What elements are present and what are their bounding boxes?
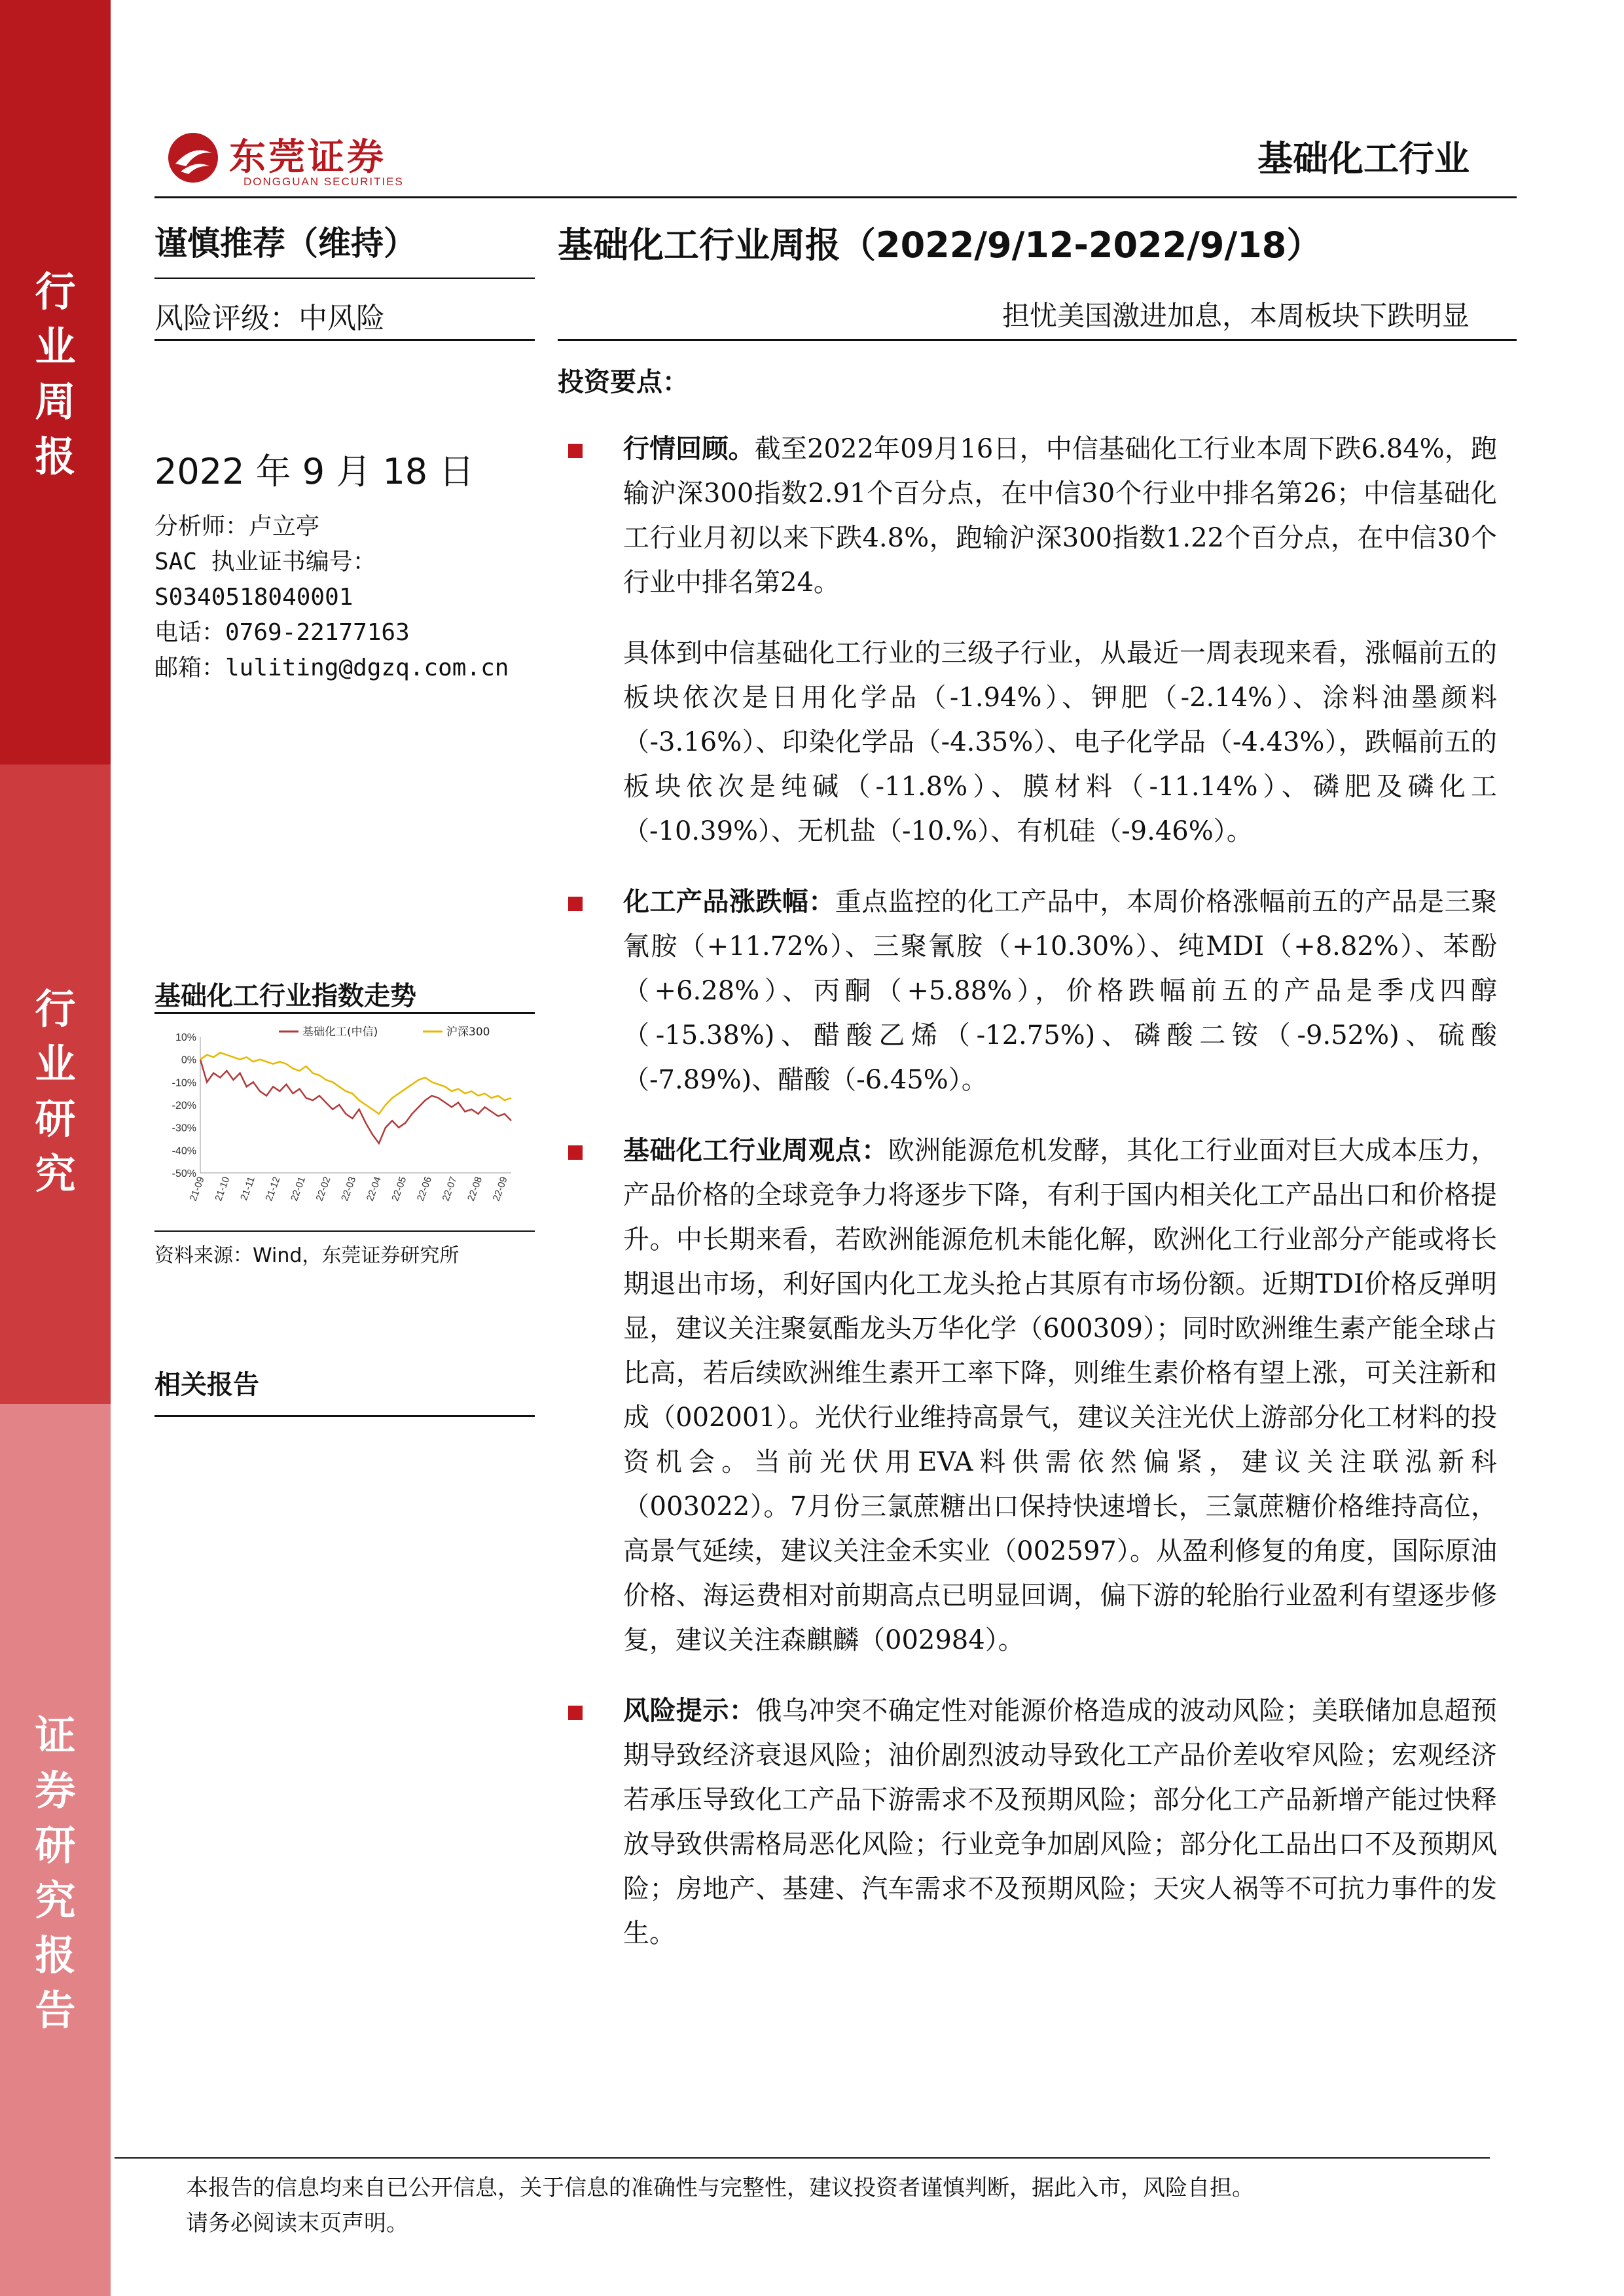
analyst-phone: 电话：0769-22177163 (154, 619, 410, 646)
sidebar-label-research: 行 业 研 究 (35, 985, 76, 1198)
report-subtitle: 担忧美国激进加息，本周板块下跌明显 (1001, 300, 1470, 332)
legend-label: 沪深300 (446, 1026, 490, 1039)
key-point-lead: 基础化工行业周观点： (623, 1136, 888, 1166)
key-point-lead: 化工产品涨跌幅： (623, 887, 835, 917)
x-tick-label: 21-12 (263, 1175, 283, 1203)
disclaimer (186, 2170, 1254, 2241)
x-tick-label: 21-10 (213, 1175, 232, 1203)
key-point-text: 俄乌冲突不确定性对能源价格造成的波动风险；美联储加息超预期导致经济衰退风险；油价剧烈波动导致化工产品价差收窄风险；宏观经济若承压导致化工产品下游需求不及预期风险；部分化工产品新增产能过快释放导致供需格局恶化风险；行业竞争加剧风险；部分化工品出口不及预期风险；房地产、基建、汽车需求不及预期风险；天灾人祸等不可抗力事件的发生。 (623, 1696, 1497, 1948)
x-tick-label: 22-04 (364, 1175, 384, 1203)
x-tick-label: 22-09 (490, 1175, 510, 1203)
key-point-lead: 风险提示： (623, 1696, 756, 1726)
disclaimer-line-2: 请务必阅读末页声明。 (186, 2210, 408, 2236)
series-line-1 (200, 1060, 511, 1143)
x-tick-label: 22-08 (465, 1175, 485, 1203)
industry-name: 基础化工行业 (1257, 138, 1470, 179)
sac-number: S0340518040001 (154, 584, 353, 611)
y-tick-label: -40% (171, 1145, 196, 1157)
y-tick-label: 10% (175, 1032, 196, 1043)
key-point-text: 欧洲能源危机发酵，其化工行业面对巨大成本压力，产品价格的全球竞争力将逐步下降，有利于国内相关化工产品出口和价格提升。中长期来看，若欧洲能源危机未能化解，欧洲化工行业部分产能或将长期退出市场，利好国内化工龙头抢占其原有市场份额。近期TDI价格反弹明显，建议关注聚氨酯龙头万华化学（600309）；同时欧洲维生素产能全球占比高，若后续欧洲维生素开工率下降，则维生素价格有望上涨，可关注新和成（002001）。光伏行业维持高景气，建议关注光伏上游部分化工材料的投资机会。当前光伏用EVA料供需依然偏紧，建议关注联泓新科（003022）。7月份三氯蔗糖出口保持快速增长，三氯蔗糖价格维持高位，高景气延续，建议关注金禾实业（002597）。从盈利修复的角度，国际原油价格、海运费相对前期高点已明显回调，偏下游的轮胎行业盈利有望逐步修复，建议关注森麒麟（002984）。 (623, 1136, 1497, 1655)
y-tick-label: -20% (171, 1100, 196, 1111)
key-points (558, 361, 1497, 1982)
report-title: 基础化工行业周报（2022/9/12-2022/9/18） (558, 224, 1322, 266)
rating: 谨慎推荐（维持） (154, 224, 416, 262)
y-tick-label: -50% (171, 1168, 196, 1179)
series-line-2 (200, 1052, 511, 1114)
key-point-market-review (558, 427, 1497, 605)
x-tick-label: 22-02 (314, 1175, 333, 1203)
report-date: 2022 年 9 月 18 日 (154, 451, 475, 492)
industry-index-chart (154, 1018, 521, 1228)
x-tick-label: 22-03 (339, 1175, 359, 1203)
sac-label: SAC 执业证书编号： (154, 548, 376, 575)
key-points-heading: 投资要点： (558, 367, 689, 397)
company-name-cn: 东莞证券 (229, 135, 386, 179)
chart-title-divider (154, 1012, 535, 1014)
chart-title: 基础化工行业指数走势 (154, 981, 416, 1011)
analyst-name: 分析师：卢立亭 (154, 513, 320, 540)
square-bullet-icon (568, 1145, 583, 1160)
key-point-text: 截至2022年09月16日，中信基础化工行业本周下跌6.84%，跑输沪深300指数2.91个百分点，在中信30个行业中排名第26；中信基础化工行业月初以来下跌4.8%，跑输沪深300指数1.22个百分点，在中信30个行业中排名第24。 (623, 434, 1497, 598)
left-divider (154, 339, 535, 341)
y-tick-label: -30% (171, 1122, 196, 1134)
x-tick-label: 21-11 (238, 1175, 257, 1202)
key-point-risk-warning (558, 1689, 1497, 1956)
x-tick-label: 21-09 (187, 1175, 207, 1203)
y-tick-label: 0% (181, 1054, 196, 1066)
square-bullet-icon (568, 1706, 583, 1720)
x-tick-label: 22-05 (389, 1175, 409, 1203)
legend-label: 基础化工(中信) (302, 1026, 378, 1039)
header-divider (154, 196, 1517, 198)
chart-source-divider (154, 1230, 535, 1232)
related-reports-divider (154, 1415, 535, 1417)
key-point-lead: 行情回顾。 (623, 434, 755, 464)
x-tick-label: 22-07 (440, 1175, 460, 1203)
company-name-en: DONGGUAN SECURITIES (244, 175, 404, 188)
x-tick-label: 22-06 (414, 1175, 435, 1203)
key-point-product-prices (558, 880, 1497, 1102)
sub-industry-paragraph: 具体到中信基础化工行业的三级子行业，从最近一周表现来看，涨幅前五的板块依次是日用化学品（-1.94%）、钾肥（-2.14%）、涂料油墨颜料（-3.16%）、印染化学品（-4.35%）、电子化学品（-4.43%），跌幅前五的板块依次是纯碱（-11.8%）、膜材料（-11.14%）、磷肥及磷化工（-10.39%）、无机盐（-10.%）、有机硅（-9.46%）。 (623, 638, 1497, 846)
rating-divider (154, 278, 535, 279)
square-bullet-icon (568, 897, 583, 911)
sidebar-label-weekly: 行 业 周 报 (35, 268, 76, 480)
disclaimer-line-1: 本报告的信息均来自已公开信息，关于信息的准确性与完整性，建议投资者谨慎判断，据此入市，风险自担。 (186, 2175, 1254, 2201)
analyst-email[interactable]: 邮箱：luliting@dgzq.com.cn (154, 655, 509, 681)
y-tick-label: -10% (171, 1077, 196, 1089)
x-tick-label: 22-01 (288, 1175, 308, 1203)
footer-divider (115, 2157, 1490, 2159)
sidebar-label-securities-report: 证 券 研 究 报 告 (35, 1712, 76, 2034)
risk-level: 风险评级：中风险 (154, 302, 385, 335)
related-reports-heading: 相关报告 (154, 1370, 259, 1400)
chart-source: 资料来源：Wind，东莞证券研究所 (154, 1244, 460, 1267)
company-logo-icon (166, 131, 220, 185)
key-point-text: 重点监控的化工产品中，本周价格涨幅前五的产品是三聚氰胺（+11.72%）、三聚氰胺（+10.30%）、纯MDI（+8.82%）、苯酚（+6.28%）、丙酮（+5.88%），价格跌幅前五的产品是季戊四醇（-15.38%)、醋酸乙烯（-12.75%)、磷酸二铵（-9.52%)、硫酸（-7.89%)、醋酸（-6.45%）。 (623, 887, 1497, 1095)
analyst-contact (154, 509, 509, 686)
square-bullet-icon (568, 444, 583, 458)
main-divider (558, 339, 1517, 341)
key-point-weekly-view (558, 1128, 1497, 1662)
